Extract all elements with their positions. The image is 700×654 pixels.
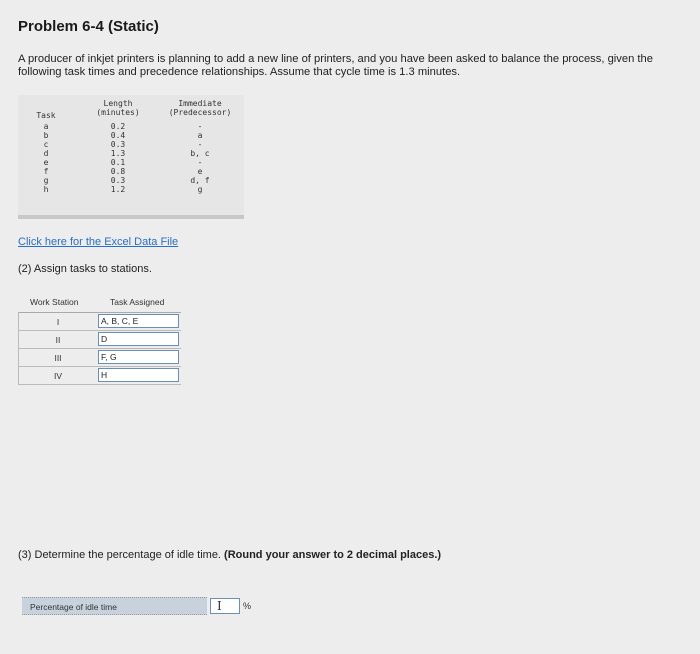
table-row	[18, 122, 244, 131]
station-1-tasks-input[interactable]: A, B, C, E	[98, 314, 179, 328]
station-number: I	[56, 317, 60, 327]
table-row	[18, 176, 244, 185]
table-row	[18, 313, 181, 331]
header-length-line2: (minutes)	[96, 108, 140, 117]
task-id: d	[43, 149, 49, 158]
text-cursor-icon: I	[217, 599, 222, 613]
task-id: g	[43, 176, 49, 185]
station-2-tasks-input[interactable]: D	[98, 332, 179, 346]
task-id: f	[43, 167, 49, 176]
station-number: IV	[53, 371, 63, 381]
page-title: Problem 6-4 (Static)	[18, 18, 159, 35]
station-number: II	[55, 335, 61, 345]
table-row	[18, 149, 244, 158]
header-task: Task	[36, 111, 56, 120]
header-length-line1: Length	[103, 99, 133, 108]
task-data-table	[18, 95, 244, 215]
task-id: c	[43, 140, 49, 149]
station-3-tasks-input[interactable]: F, G	[98, 350, 179, 364]
task-pred: g	[197, 185, 203, 194]
table-row	[18, 167, 244, 176]
table-row	[18, 131, 244, 140]
header-pred-line1: Immediate	[178, 99, 222, 108]
station-assignment-table	[18, 292, 181, 385]
header-work-station: Work Station	[30, 297, 79, 307]
task-pred: a	[197, 131, 203, 140]
task-length: 0.3	[110, 176, 126, 185]
question-2: (2) Assign tasks to stations.	[18, 263, 152, 275]
task-length: 0.8	[110, 167, 126, 176]
excel-data-file-link[interactable]: Click here for the Excel Data File	[18, 236, 179, 248]
station-4-tasks-input[interactable]: H	[98, 368, 179, 382]
question-3-text: (3) Determine the percentage of idle time.	[18, 549, 225, 561]
station-table-header	[18, 292, 181, 313]
idle-time-input[interactable]	[210, 598, 240, 614]
header-task-assigned: Task Assigned	[110, 297, 165, 307]
task-length: 0.4	[110, 131, 126, 140]
table-row	[18, 185, 244, 194]
task-id: a	[43, 122, 49, 131]
table-row	[18, 349, 181, 367]
table-bottom-border	[18, 215, 244, 219]
table-row	[18, 158, 244, 167]
problem-intro: A producer of inkjet printers is planning to add a new line of printers, and you have been asked to balance the process, given the following task times and precedence relationships. Assume that cycle time is 1.3 minutes.	[18, 53, 653, 78]
station-number: III	[54, 353, 62, 363]
task-length: 1.3	[110, 149, 126, 158]
task-pred: d, f	[190, 176, 210, 185]
task-pred: e	[197, 167, 203, 176]
task-pred: -	[197, 158, 203, 167]
task-length: 0.3	[110, 140, 126, 149]
idle-time-label: Percentage of idle time	[22, 597, 207, 615]
table-row	[18, 367, 181, 385]
header-length	[96, 99, 140, 117]
header-predecessor	[160, 99, 240, 117]
task-length: 1.2	[110, 185, 126, 194]
task-pred: -	[197, 140, 203, 149]
task-id: b	[43, 131, 49, 140]
question-3	[18, 549, 441, 561]
idle-time-row	[22, 597, 250, 615]
task-pred: -	[197, 122, 203, 131]
task-id: h	[43, 185, 49, 194]
question-3-instruction: (Round your answer to 2 decimal places.)	[224, 549, 442, 561]
percent-unit: %	[243, 601, 252, 611]
header-pred-line2: (Predecessor)	[168, 108, 232, 117]
table-row	[18, 331, 181, 349]
task-pred: b, c	[190, 149, 210, 158]
task-length: 0.1	[110, 158, 126, 167]
table-row	[18, 140, 244, 149]
task-length: 0.2	[110, 122, 126, 131]
task-id: e	[43, 158, 49, 167]
